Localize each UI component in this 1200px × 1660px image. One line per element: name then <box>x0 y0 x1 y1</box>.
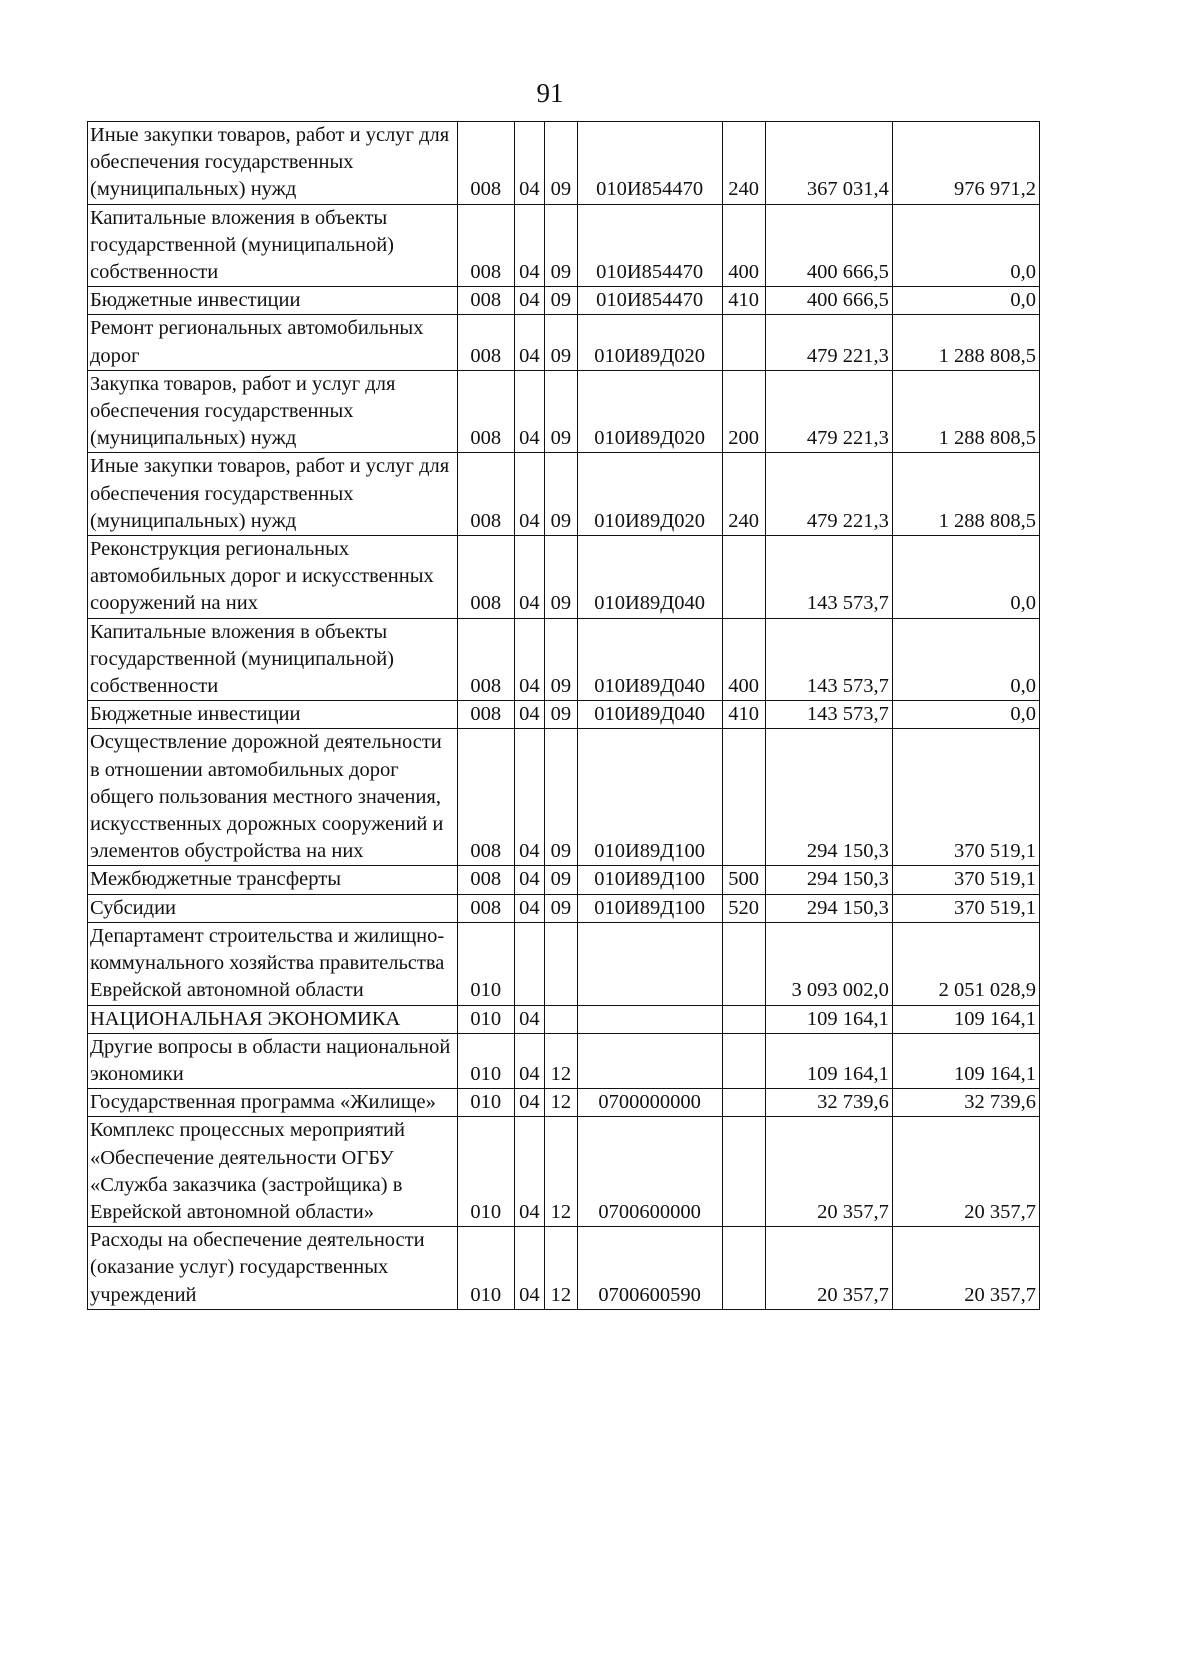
section-code-cell: 04 <box>514 1033 544 1088</box>
sum-first-year-cell: 143 573,7 <box>765 618 892 701</box>
expense-type-cell <box>722 315 765 370</box>
row-name-cell: Бюджетные инвестиции <box>88 287 458 315</box>
target-article-cell: 0700600590 <box>577 1227 722 1310</box>
expense-type-cell <box>722 1089 765 1117</box>
sum-first-year-cell: 400 666,5 <box>765 204 892 287</box>
subsection-code-cell: 09 <box>545 729 578 866</box>
section-code-cell: 04 <box>514 122 544 205</box>
target-article-cell <box>577 922 722 1005</box>
target-article-cell <box>577 1033 722 1088</box>
subsection-code-cell: 12 <box>545 1089 578 1117</box>
expense-type-cell <box>722 1227 765 1310</box>
table-row <box>88 922 1040 1005</box>
table-row <box>88 122 1040 205</box>
row-name-cell: Иные закупки товаров, работ и услуг для обеспечения государственных (муниципальных) нужд <box>88 453 458 536</box>
table-row <box>88 315 1040 370</box>
sum-second-year-cell: 0,0 <box>892 701 1039 729</box>
sum-first-year-cell: 109 164,1 <box>765 1033 892 1088</box>
row-name-cell: Департамент строительства и жилищно-коммунального хозяйства правительства Еврейской автономной области <box>88 922 458 1005</box>
sum-first-year-cell: 20 357,7 <box>765 1117 892 1227</box>
table-row <box>88 866 1040 894</box>
row-name-cell: Другие вопросы в области национальной экономики <box>88 1033 458 1088</box>
subsection-code-cell: 09 <box>545 536 578 619</box>
section-code-cell: 04 <box>514 1005 544 1033</box>
table-row <box>88 1089 1040 1117</box>
expense-type-cell <box>722 536 765 619</box>
row-name-cell: Осуществление дорожной деятельности в отношении автомобильных дорог общего пользования местного значения, искусственных дорожных сооружений и элементов обустройства на них <box>88 729 458 866</box>
sum-first-year-cell: 109 164,1 <box>765 1005 892 1033</box>
admin-code-cell: 008 <box>457 701 514 729</box>
subsection-code-cell: 09 <box>545 370 578 453</box>
row-name-cell: Закупка товаров, работ и услуг для обеспечения государственных (муниципальных) нужд <box>88 370 458 453</box>
subsection-code-cell: 12 <box>545 1033 578 1088</box>
table-row <box>88 618 1040 701</box>
expense-type-cell: 500 <box>722 866 765 894</box>
admin-code-cell: 008 <box>457 315 514 370</box>
sum-second-year-cell: 370 519,1 <box>892 729 1039 866</box>
subsection-code-cell: 09 <box>545 204 578 287</box>
budget-table-body <box>88 122 1040 1310</box>
sum-first-year-cell: 20 357,7 <box>765 1227 892 1310</box>
subsection-code-cell: 12 <box>545 1117 578 1227</box>
admin-code-cell: 010 <box>457 1005 514 1033</box>
expense-type-cell: 400 <box>722 204 765 287</box>
target-article-cell: 010И89Д100 <box>577 866 722 894</box>
admin-code-cell: 008 <box>457 618 514 701</box>
row-name-cell: Комплекс процессных мероприятий «Обеспечение деятельности ОГБУ «Служба заказчика (застройщика) в Еврейской автономной области» <box>88 1117 458 1227</box>
table-row <box>88 1227 1040 1310</box>
table-row <box>88 1005 1040 1033</box>
sum-first-year-cell: 479 221,3 <box>765 315 892 370</box>
row-name-cell: Субсидии <box>88 894 458 922</box>
target-article-cell: 010И854470 <box>577 287 722 315</box>
table-row <box>88 701 1040 729</box>
row-name-cell: Капитальные вложения в объекты государственной (муниципальной) собственности <box>88 618 458 701</box>
admin-code-cell: 010 <box>457 1033 514 1088</box>
expense-type-cell <box>722 1033 765 1088</box>
expense-type-cell: 240 <box>722 453 765 536</box>
row-name-cell: Ремонт региональных автомобильных дорог <box>88 315 458 370</box>
sum-first-year-cell: 294 150,3 <box>765 729 892 866</box>
row-name-cell: Иные закупки товаров, работ и услуг для обеспечения государственных (муниципальных) нужд <box>88 122 458 205</box>
subsection-code-cell: 09 <box>545 453 578 536</box>
row-name-cell: Государственная программа «Жилище» <box>88 1089 458 1117</box>
sum-first-year-cell: 367 031,4 <box>765 122 892 205</box>
table-row <box>88 453 1040 536</box>
admin-code-cell: 008 <box>457 536 514 619</box>
table-row <box>88 1033 1040 1088</box>
sum-second-year-cell: 1 288 808,5 <box>892 453 1039 536</box>
expense-type-cell <box>722 1005 765 1033</box>
target-article-cell: 010И89Д040 <box>577 618 722 701</box>
admin-code-cell: 008 <box>457 866 514 894</box>
expense-type-cell <box>722 1117 765 1227</box>
target-article-cell: 010И89Д100 <box>577 729 722 866</box>
section-code-cell: 04 <box>514 618 544 701</box>
row-name-cell: Межбюджетные трансферты <box>88 866 458 894</box>
target-article-cell: 010И854470 <box>577 122 722 205</box>
admin-code-cell: 008 <box>457 370 514 453</box>
section-code-cell: 04 <box>514 894 544 922</box>
admin-code-cell: 008 <box>457 453 514 536</box>
row-name-cell: Расходы на обеспечение деятельности (оказание услуг) государственных учреждений <box>88 1227 458 1310</box>
subsection-code-cell: 09 <box>545 287 578 315</box>
sum-first-year-cell: 479 221,3 <box>765 453 892 536</box>
section-code-cell: 04 <box>514 729 544 866</box>
admin-code-cell: 010 <box>457 1227 514 1310</box>
section-code-cell: 04 <box>514 536 544 619</box>
section-code-cell: 04 <box>514 1117 544 1227</box>
target-article-cell: 010И89Д040 <box>577 701 722 729</box>
sum-second-year-cell: 32 739,6 <box>892 1089 1039 1117</box>
page-number: 91 <box>536 78 564 108</box>
target-article-cell: 0700000000 <box>577 1089 722 1117</box>
target-article-cell <box>577 1005 722 1033</box>
expense-type-cell: 410 <box>722 701 765 729</box>
sum-second-year-cell: 0,0 <box>892 536 1039 619</box>
sum-second-year-cell: 976 971,2 <box>892 122 1039 205</box>
sum-second-year-cell: 2 051 028,9 <box>892 922 1039 1005</box>
target-article-cell: 010И89Д020 <box>577 370 722 453</box>
sum-first-year-cell: 294 150,3 <box>765 866 892 894</box>
sum-second-year-cell: 0,0 <box>892 287 1039 315</box>
sum-second-year-cell: 0,0 <box>892 618 1039 701</box>
table-row <box>88 1117 1040 1227</box>
subsection-code-cell: 09 <box>545 701 578 729</box>
row-name-cell: Бюджетные инвестиции <box>88 701 458 729</box>
admin-code-cell: 008 <box>457 894 514 922</box>
table-row <box>88 204 1040 287</box>
section-code-cell: 04 <box>514 315 544 370</box>
sum-second-year-cell: 1 288 808,5 <box>892 315 1039 370</box>
sum-second-year-cell: 370 519,1 <box>892 866 1039 894</box>
table-row <box>88 894 1040 922</box>
admin-code-cell: 008 <box>457 729 514 866</box>
sum-first-year-cell: 32 739,6 <box>765 1089 892 1117</box>
sum-first-year-cell: 143 573,7 <box>765 701 892 729</box>
expense-type-cell: 520 <box>722 894 765 922</box>
expense-type-cell <box>722 922 765 1005</box>
sum-second-year-cell: 109 164,1 <box>892 1005 1039 1033</box>
section-code-cell: 04 <box>514 370 544 453</box>
table-row <box>88 287 1040 315</box>
section-code-cell: 04 <box>514 701 544 729</box>
subsection-code-cell: 12 <box>545 1227 578 1310</box>
target-article-cell: 010И89Д020 <box>577 453 722 536</box>
sum-second-year-cell: 0,0 <box>892 204 1039 287</box>
row-name-cell: Реконструкция региональных автомобильных дорог и искусственных сооружений на них <box>88 536 458 619</box>
subsection-code-cell: 09 <box>545 894 578 922</box>
sum-second-year-cell: 20 357,7 <box>892 1117 1039 1227</box>
admin-code-cell: 010 <box>457 1089 514 1117</box>
subsection-code-cell: 09 <box>545 618 578 701</box>
section-code-cell: 04 <box>514 287 544 315</box>
table-row <box>88 536 1040 619</box>
sum-first-year-cell: 143 573,7 <box>765 536 892 619</box>
row-name-cell: НАЦИОНАЛЬНАЯ ЭКОНОМИКА <box>88 1005 458 1033</box>
target-article-cell: 010И89Д020 <box>577 315 722 370</box>
table-row <box>88 370 1040 453</box>
admin-code-cell: 008 <box>457 122 514 205</box>
sum-first-year-cell: 3 093 002,0 <box>765 922 892 1005</box>
row-name-cell: Капитальные вложения в объекты государственной (муниципальной) собственности <box>88 204 458 287</box>
admin-code-cell: 010 <box>457 922 514 1005</box>
target-article-cell: 010И89Д100 <box>577 894 722 922</box>
expense-type-cell: 400 <box>722 618 765 701</box>
sum-second-year-cell: 370 519,1 <box>892 894 1039 922</box>
expense-type-cell: 240 <box>722 122 765 205</box>
sum-first-year-cell: 479 221,3 <box>765 370 892 453</box>
target-article-cell: 0700600000 <box>577 1117 722 1227</box>
expense-type-cell: 410 <box>722 287 765 315</box>
expense-type-cell <box>722 729 765 866</box>
subsection-code-cell: 09 <box>545 866 578 894</box>
subsection-code-cell: 09 <box>545 315 578 370</box>
sum-second-year-cell: 20 357,7 <box>892 1227 1039 1310</box>
subsection-code-cell <box>545 922 578 1005</box>
subsection-code-cell: 09 <box>545 122 578 205</box>
budget-table <box>87 121 1040 1310</box>
admin-code-cell: 010 <box>457 1117 514 1227</box>
section-code-cell <box>514 922 544 1005</box>
sum-first-year-cell: 400 666,5 <box>765 287 892 315</box>
sum-first-year-cell: 294 150,3 <box>765 894 892 922</box>
sum-second-year-cell: 109 164,1 <box>892 1033 1039 1088</box>
table-row <box>88 729 1040 866</box>
admin-code-cell: 008 <box>457 287 514 315</box>
expense-type-cell: 200 <box>722 370 765 453</box>
target-article-cell: 010И89Д040 <box>577 536 722 619</box>
sum-second-year-cell: 1 288 808,5 <box>892 370 1039 453</box>
subsection-code-cell <box>545 1005 578 1033</box>
section-code-cell: 04 <box>514 1227 544 1310</box>
section-code-cell: 04 <box>514 866 544 894</box>
target-article-cell: 010И854470 <box>577 204 722 287</box>
section-code-cell: 04 <box>514 453 544 536</box>
section-code-cell: 04 <box>514 204 544 287</box>
admin-code-cell: 008 <box>457 204 514 287</box>
section-code-cell: 04 <box>514 1089 544 1117</box>
